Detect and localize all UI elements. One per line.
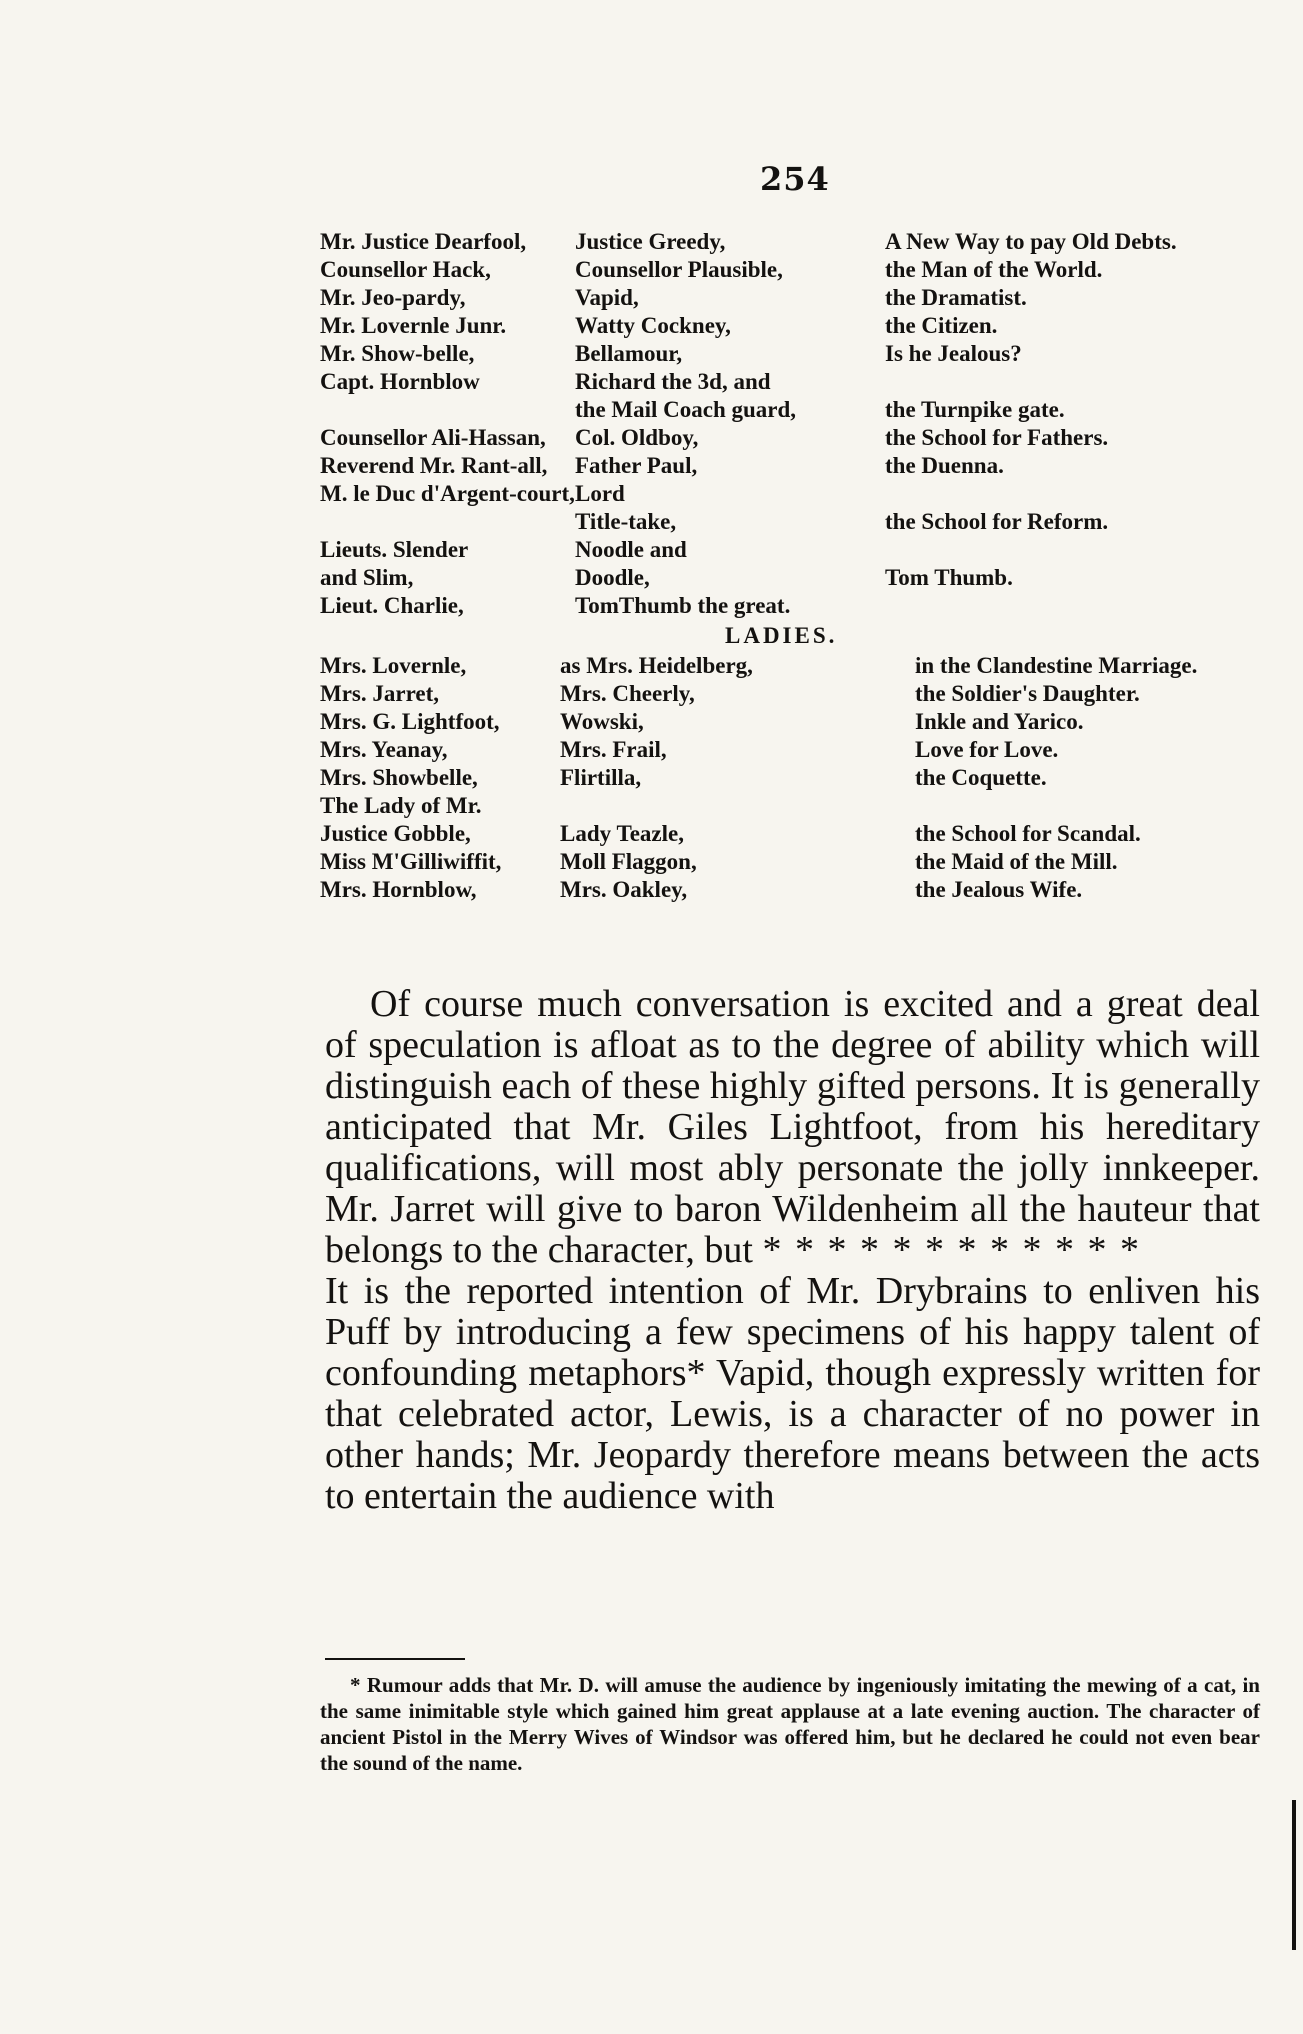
cast-role: Title-take, bbox=[575, 509, 677, 534]
cast-play: the Citizen. bbox=[885, 313, 998, 338]
cast-play: the School for Reform. bbox=[885, 509, 1109, 534]
ladies-cast-row bbox=[320, 848, 1260, 876]
cast-play: the Turnpike gate. bbox=[885, 397, 1065, 422]
cast-role: Watty Cockney, bbox=[575, 313, 731, 338]
paragraph-speculation-text: Of course much conversation is excited and a great deal of speculation is afloat as to the degree of ability which will distinguish each of these highly gifted persons. It is generally anticipated that Mr. Giles Lightfoot, from his hereditary qualifications, will most ably personate the jolly innkeeper. Mr. Jarret will give to baron Wildenheim all the hauteur that belongs to the character, but bbox=[325, 983, 1260, 1271]
cast-role: Lord bbox=[575, 481, 625, 506]
gentlemen-cast-row bbox=[320, 564, 1260, 592]
cast-play: Love for Love. bbox=[915, 737, 1059, 762]
cast-player: Lieuts. Slender bbox=[320, 537, 469, 562]
cast-player: Mrs. Jarret, bbox=[320, 681, 439, 706]
cast-role: Doodle, bbox=[575, 565, 650, 590]
cast-role: Noodle and bbox=[575, 537, 687, 562]
cast-play: A New Way to pay Old Debts. bbox=[885, 229, 1177, 254]
gentlemen-cast-row bbox=[320, 256, 1260, 284]
gentlemen-cast-row bbox=[320, 480, 1260, 508]
page-number: 254 bbox=[760, 160, 830, 198]
gentlemen-cast-row bbox=[320, 424, 1260, 452]
cast-player: Mrs. Showbelle, bbox=[320, 765, 478, 790]
cast-play: the Jealous Wife. bbox=[915, 877, 1083, 902]
ladies-cast-row bbox=[320, 792, 1260, 820]
gentlemen-cast-row bbox=[320, 312, 1260, 340]
cast-player: Mr. Lovernle Junr. bbox=[320, 313, 507, 338]
ladies-cast-row bbox=[320, 820, 1260, 848]
cast-player: Lieut. Charlie, bbox=[320, 593, 464, 618]
cast-role: Father Paul, bbox=[575, 453, 698, 478]
gentlemen-cast-row bbox=[320, 536, 1260, 564]
paragraph-drybrains: It is the reported intention of Mr. Drybrains to enliven his Puff by introducing a few specimens of his happy talent of confounding metaphors* Vapid, though expressly written for that celebrated actor, Lewis, is a character of no power in other hands; Mr. Jeopardy therefore means between the acts to entertain the audience with bbox=[325, 1270, 1260, 1517]
cast-player: M. le Duc d'Argent-court, bbox=[320, 481, 575, 506]
cast-player: and Slim, bbox=[320, 565, 414, 590]
cast-play: the Coquette. bbox=[915, 765, 1047, 790]
ladies-cast-list bbox=[320, 652, 1260, 904]
ladies-cast-row bbox=[320, 764, 1260, 792]
cast-player: Mr. Show-belle, bbox=[320, 341, 475, 366]
cast-role: Lady Teazle, bbox=[560, 821, 684, 846]
cast-play: the Soldier's Daughter. bbox=[915, 681, 1140, 706]
cast-role: as Mrs. Heidelberg, bbox=[560, 653, 753, 678]
cast-play: the Duenna. bbox=[885, 453, 1004, 478]
cast-play: Is he Jealous? bbox=[885, 341, 1022, 366]
footnote bbox=[320, 1672, 1260, 1776]
gentlemen-cast-row bbox=[320, 452, 1260, 480]
cast-role: the Mail Coach guard, bbox=[575, 397, 797, 422]
cast-role: Justice Greedy, bbox=[575, 229, 726, 254]
cast-player: Mrs. Yeanay, bbox=[320, 737, 448, 762]
gentlemen-cast-row bbox=[320, 508, 1260, 536]
cast-list bbox=[320, 228, 1260, 904]
cast-role: Col. Oldboy, bbox=[575, 425, 699, 450]
cast-role: Vapid, bbox=[575, 285, 639, 310]
cast-player: Mr. Justice Dearfool, bbox=[320, 229, 527, 254]
cast-role: Mrs. Oakley, bbox=[560, 877, 688, 902]
cast-role: Mrs. Cheerly, bbox=[560, 681, 695, 706]
ladies-cast-row bbox=[320, 652, 1260, 680]
cast-role: Moll Flaggon, bbox=[560, 849, 697, 874]
ladies-heading-row bbox=[320, 620, 1260, 652]
gentlemen-cast-row bbox=[320, 340, 1260, 368]
cast-player: Miss M'Gilliwiffit, bbox=[320, 849, 502, 874]
footnote-rule bbox=[325, 1658, 465, 1660]
cast-play: the Man of the World. bbox=[885, 257, 1103, 282]
cast-player: Mrs. Lovernle, bbox=[320, 653, 467, 678]
cast-play: Tom Thumb. bbox=[885, 565, 1013, 590]
paragraph-speculation bbox=[325, 984, 1260, 1271]
gentlemen-cast-row bbox=[320, 592, 1260, 620]
ladies-cast-row bbox=[320, 708, 1260, 736]
ladies-cast-row bbox=[320, 736, 1260, 764]
scan-edge-mark bbox=[1292, 1800, 1296, 1950]
ladies-cast-row bbox=[320, 680, 1260, 708]
gentlemen-cast-row bbox=[320, 368, 1260, 396]
cast-play: Inkle and Yarico. bbox=[915, 709, 1084, 734]
gentlemen-cast-list bbox=[320, 228, 1260, 620]
cast-player: Reverend Mr. Rant-all, bbox=[320, 453, 548, 478]
cast-player: Mr. Jeo-pardy, bbox=[320, 285, 466, 310]
cast-role: Counsellor Plausible, bbox=[575, 257, 783, 282]
ladies-heading: LADIES. bbox=[725, 623, 838, 648]
cast-play: the School for Fathers. bbox=[885, 425, 1109, 450]
cast-role: Bellamour, bbox=[575, 341, 683, 366]
cast-player: Counsellor Ali-Hassan, bbox=[320, 425, 546, 450]
cast-play: in the Clandestine Marriage. bbox=[915, 653, 1198, 678]
gentlemen-cast-row bbox=[320, 284, 1260, 312]
cast-role: TomThumb the great. bbox=[575, 593, 791, 618]
body-text bbox=[325, 984, 1260, 1517]
gentlemen-cast-row bbox=[320, 396, 1260, 424]
cast-role: Wowski, bbox=[560, 709, 644, 734]
asterisk-break: * * * * * * * * * * * * bbox=[762, 1229, 1141, 1271]
ladies-cast-row bbox=[320, 876, 1260, 904]
cast-play: the School for Scandal. bbox=[915, 821, 1141, 846]
cast-play: the Dramatist. bbox=[885, 285, 1027, 310]
cast-player: Capt. Hornblow bbox=[320, 369, 480, 394]
cast-play: the Maid of the Mill. bbox=[915, 849, 1118, 874]
cast-role: Mrs. Frail, bbox=[560, 737, 667, 762]
cast-player: Mrs. G. Lightfoot, bbox=[320, 709, 500, 734]
cast-role: Richard the 3d, and bbox=[575, 369, 771, 394]
cast-player: Justice Gobble, bbox=[320, 821, 471, 846]
cast-player: The Lady of Mr. bbox=[320, 793, 482, 818]
cast-role: Flirtilla, bbox=[560, 765, 642, 790]
gentlemen-cast-row bbox=[320, 228, 1260, 256]
cast-player: Mrs. Hornblow, bbox=[320, 877, 477, 902]
footnote-text: * Rumour adds that Mr. D. will amuse the audience by ingeniously imitating the mewing of a cat, in the same inimitable style which gained him great applause at a late evening auction. The character of ancient Pistol in the Merry Wives of Windsor was offered him, but he declared he could not even bear the sound of the name. bbox=[320, 1673, 1260, 1775]
cast-player: Counsellor Hack, bbox=[320, 257, 491, 282]
